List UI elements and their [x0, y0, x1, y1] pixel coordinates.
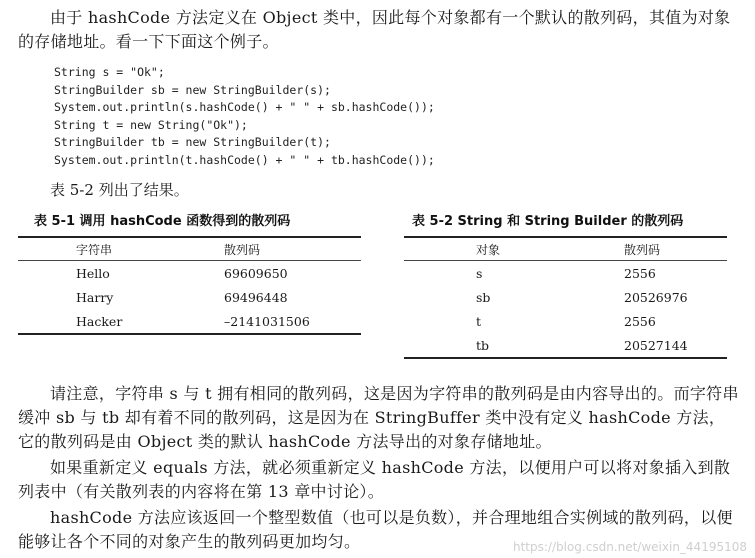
code-line: System.out.println(s.hashCode() + " " + sb.hashCode()); — [54, 100, 435, 114]
note-paragraph: 请注意，字符串 s 与 t 拥有相同的散列码，这是因为字符串的散列码是由内容导出的。而字符串缓冲 sb 与 tb 却有着不同的散列码，这是因为在 StringBuffer 类中没有定义 hashCode 方法，它的散列码是由 Object 类的默认 hashCode 方法导出的对象存储地址。 — [18, 384, 739, 451]
table2-caption: 表 5-2 String 和 String Builder 的散列码 — [412, 214, 684, 229]
code-line: StringBuilder tb = new StringBuilder(t); — [54, 135, 331, 149]
table-cell: –2141031506 — [166, 309, 361, 334]
code-line: String s = "Ok"; — [54, 65, 165, 79]
table-row — [404, 285, 727, 309]
table-cell: 69609650 — [224, 265, 288, 281]
table-row — [18, 285, 361, 309]
table-row — [404, 261, 727, 286]
table-cell: 2556 — [624, 313, 656, 329]
hashcode-table-objects — [404, 236, 727, 359]
table-cell: 20526976 — [624, 289, 688, 305]
column-header: 散列码 — [570, 237, 727, 261]
table-header-row — [18, 237, 361, 261]
results-lead-text: 表 5-2 列出了结果。 — [50, 181, 189, 199]
code-line: StringBuilder sb = new StringBuilder(s); — [54, 82, 331, 97]
table-cell: s — [476, 265, 483, 281]
table-row — [18, 261, 361, 286]
table-row — [404, 309, 727, 333]
table-cell: tb — [404, 333, 570, 358]
column-header: 对象 — [404, 237, 570, 261]
code-line: System.out.println(t.hashCode() + " " + tb.hashCode()); — [54, 152, 435, 167]
code-line: String t = new String("Ok"); — [54, 117, 248, 132]
table-row — [404, 333, 727, 358]
table-cell: 20527144 — [570, 333, 727, 358]
intro-paragraph: 由于 hashCode 方法定义在 Object 类中，因此每个对象都有一个默认的散列码，其值为对象的存储地址。看一下下面这个例子。 — [18, 8, 731, 51]
hashcode-table-strings — [18, 236, 361, 335]
table-cell: 2556 — [624, 265, 656, 281]
table1-caption: 表 5-1 调用 hashCode 函数得到的散列码 — [34, 214, 291, 229]
table-cell: Harry — [76, 289, 114, 305]
table-cell: 69496448 — [224, 289, 288, 305]
table-cell: Hacker — [18, 309, 166, 334]
table-header-row — [404, 237, 727, 261]
equals-paragraph: 如果重新定义 equals 方法，就必须重新定义 hashCode 方法，以便用户可以将对象插入到散列表中（有关散列表的内容将在第 13 章中讨论）。 — [18, 458, 731, 501]
column-header: 字符串 — [18, 237, 166, 261]
table-cell: Hello — [76, 265, 110, 281]
hashcode-guidance-paragraph: hashCode 方法应该返回一个整型数值（也可以是负数），并合理地组合实例域的散列码，以便能够让各个不同的对象产生的散列码更加均匀。 — [18, 508, 733, 551]
table-cell: sb — [476, 289, 491, 305]
code-block — [54, 64, 435, 169]
column-header: 散列码 — [166, 237, 361, 261]
watermark-text: https://blog.csdn.net/weixin_44195108 — [512, 540, 747, 554]
table-row — [18, 309, 361, 334]
table-cell: t — [476, 313, 482, 329]
